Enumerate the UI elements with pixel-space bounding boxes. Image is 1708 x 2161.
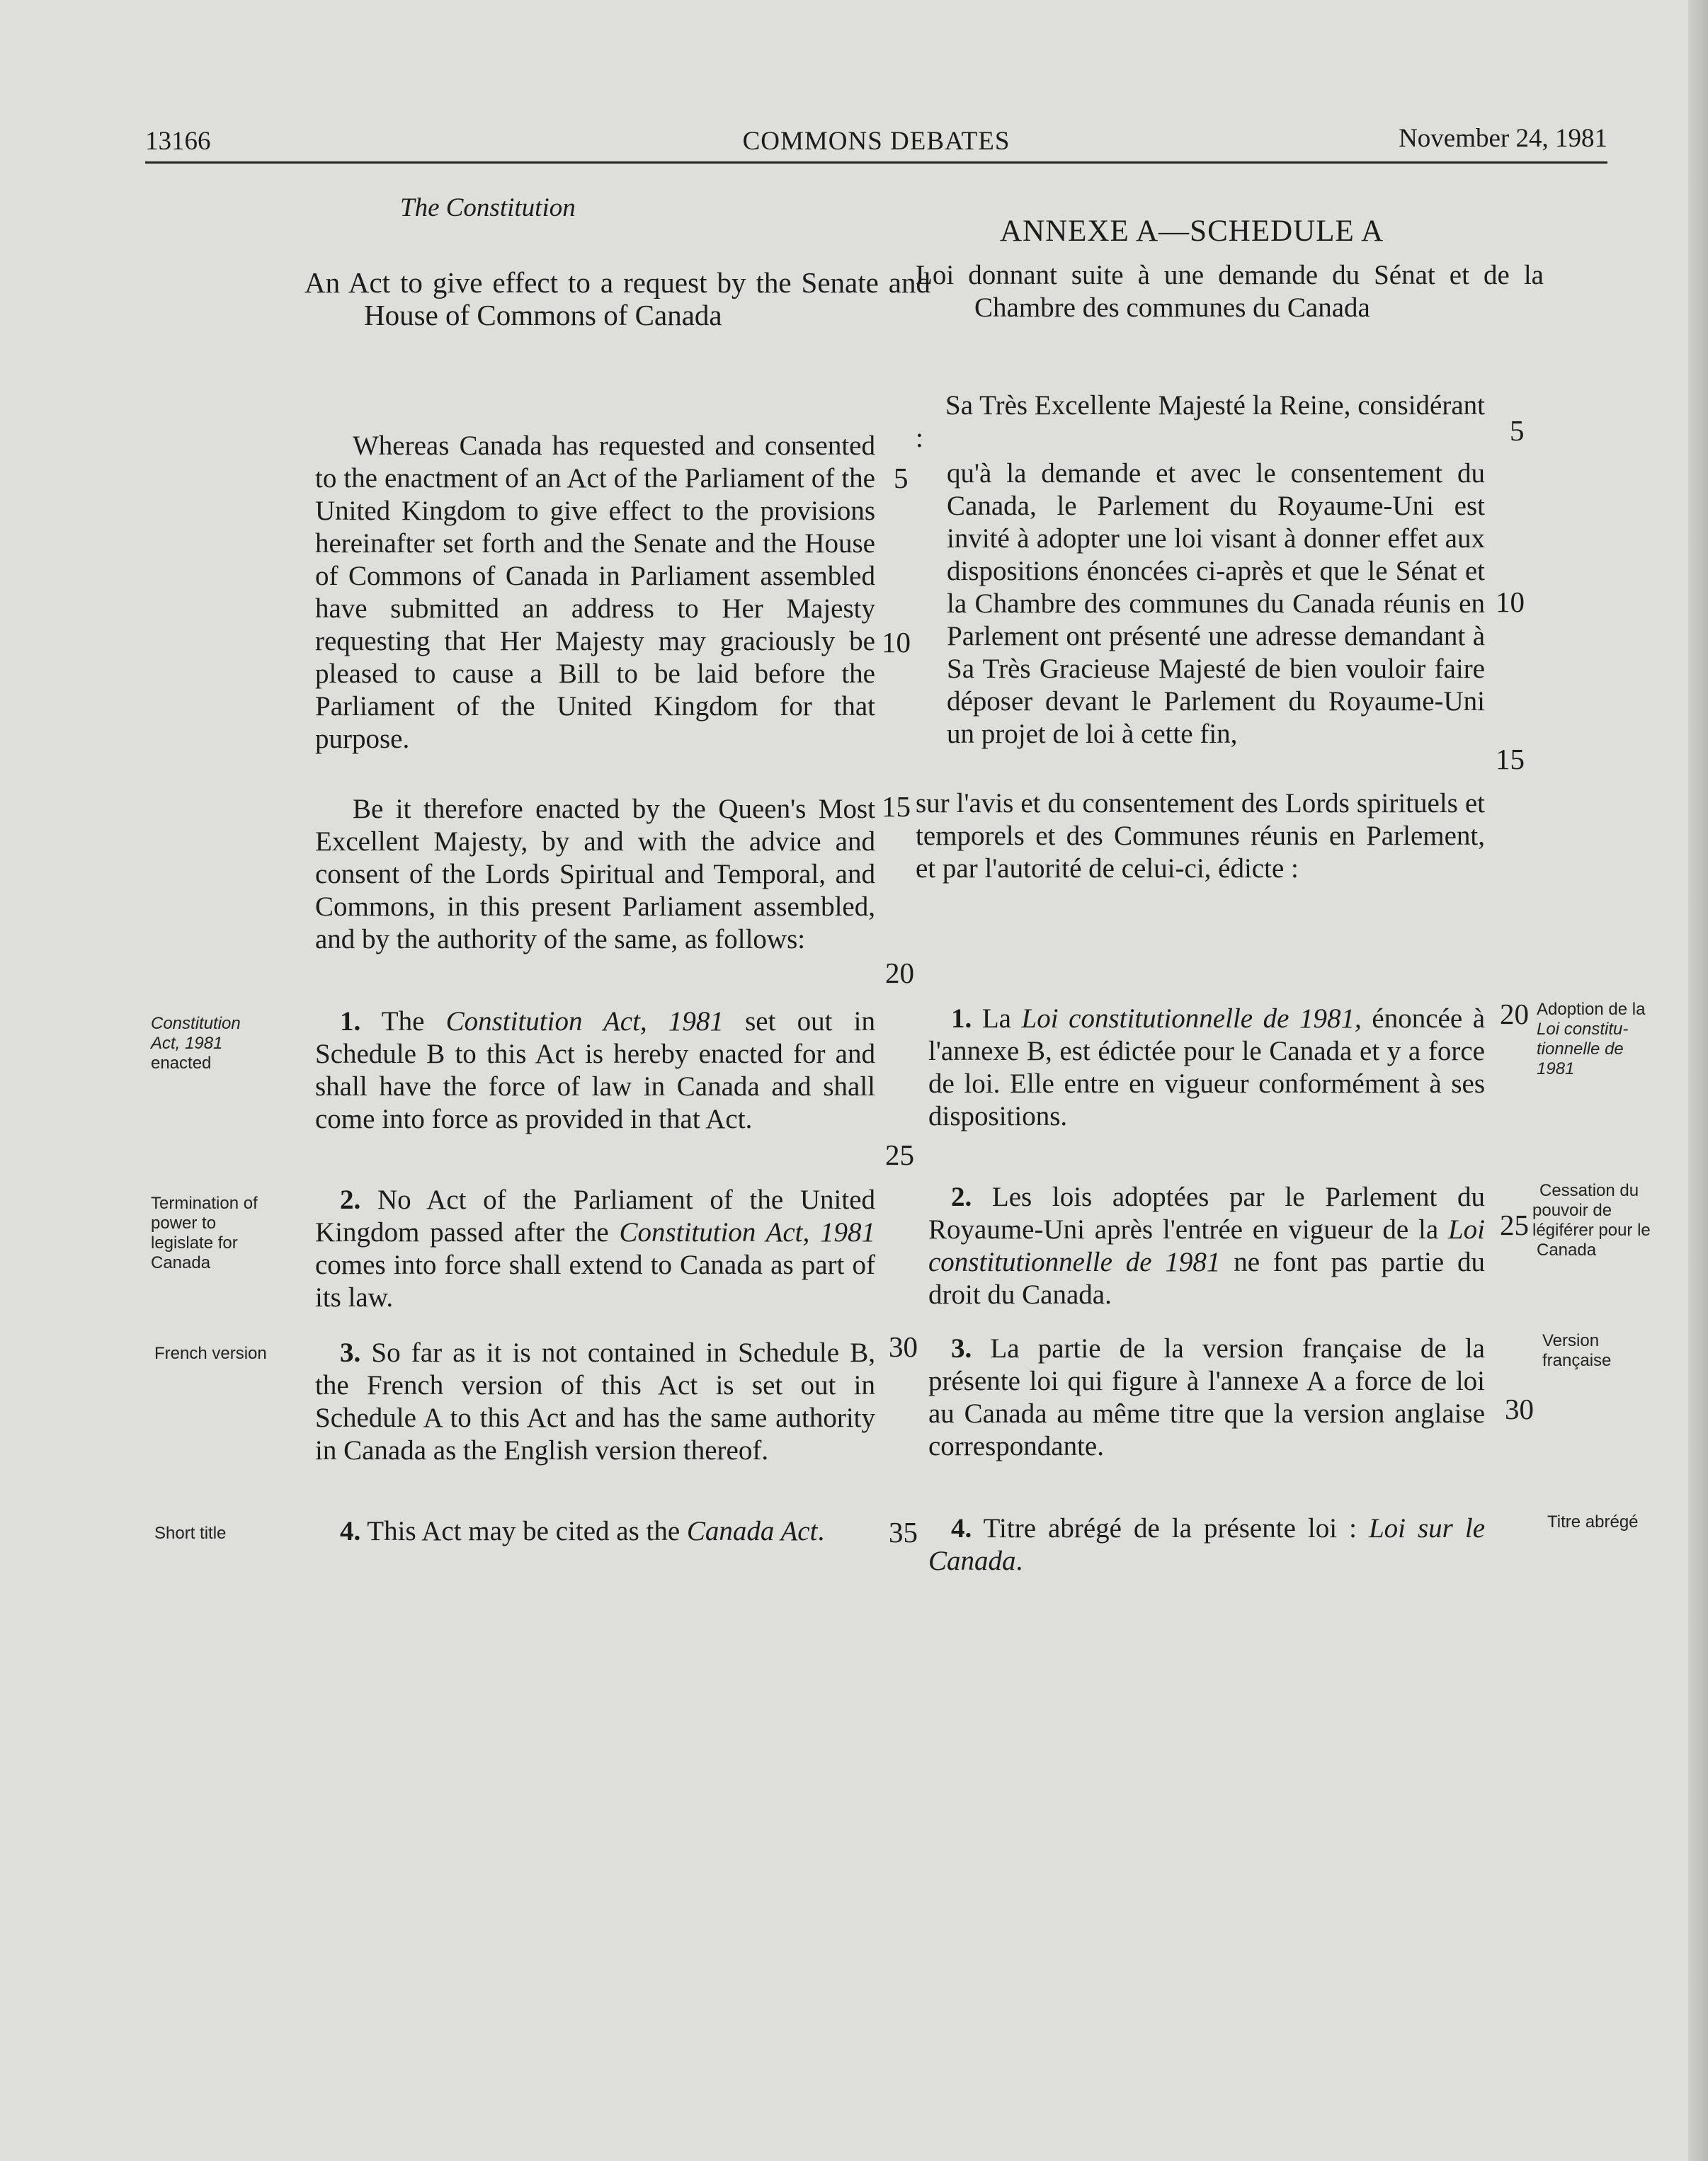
fr-line-number-20: 20 [1500, 998, 1529, 1030]
line-number-10: 10 [882, 626, 911, 658]
english-section-3 [315, 1337, 875, 1467]
english-section-1 [315, 1005, 875, 1136]
french-section-2 [928, 1181, 1485, 1311]
english-section-4 [315, 1515, 875, 1548]
section-1-act-name: Constitution Act, 1981 [445, 1006, 724, 1037]
line-number-5: 5 [894, 462, 909, 494]
fr-margin-note-section-1 [1537, 1000, 1645, 1079]
french-preamble-intro: Sa Très Excellente Majesté la Reine, considérant : [916, 390, 1485, 453]
french-enacting-clause: sur l'avis et du consentement des Lords spirituels et temporels et des Communes réunis en Parlement, et par l'autorité de celui-ci, édicte : [916, 788, 1485, 884]
english-preamble: Whereas Canada has requested and consented to the enactment of an Act of the Parliament of the United Kingdom to give effect to the provisions hereinafter set forth and the Senate and the House of Commons of Canada in Parliament assembled have submitted an address to Her Majesty requesting that Her Majesty may graciously be pleased to cause a Bill to be laid before the Parliament of the United Kingdom for that purpose. [315, 431, 875, 754]
fr-margin-note-1-line-1: Adoption de la [1537, 1000, 1646, 1019]
article-2-text-a: Les lois adoptées par le Parlement du Royaume-Uni après l'entrée en vigueur de la [928, 1182, 1485, 1245]
section-3-number: 3. [340, 1338, 361, 1368]
fr-line-number-15: 15 [1496, 743, 1525, 775]
publication-title: COMMONS DEBATES [742, 127, 1010, 156]
line-number-20: 20 [885, 957, 914, 989]
article-1-loi-name: Loi constitutionnelle de 1981, [1021, 1003, 1362, 1034]
article-2-loi-name: Loi constitutionnelle de 1981 [928, 1214, 1486, 1277]
margin-note-2-line-4: Canada [151, 1253, 211, 1272]
french-section-4 [928, 1512, 1485, 1578]
margin-note-2-line-3: legislate for [151, 1233, 238, 1253]
section-4-number: 4. [340, 1516, 361, 1546]
french-section-3 [928, 1333, 1485, 1463]
article-3-text: La partie de la version française de la présente loi qui figure à l'annexe A a force de loi au Canada au même titre que la version anglaise correspondante. [928, 1333, 1485, 1461]
fr-margin-note-section-3 [1542, 1331, 1611, 1371]
fr-line-number-10: 10 [1496, 586, 1525, 618]
article-1-text-c: énoncée à l'annexe B, est édictée pour le Canada et y a force de loi. Elle entre en vigueur conformément à ses dispositions. [928, 1003, 1486, 1131]
header-rule [145, 161, 1607, 164]
page-header [145, 126, 1607, 163]
article-4-short-title: Loi sur le Canada [928, 1513, 1486, 1576]
margin-note-section-4: Short title [154, 1524, 227, 1543]
fr-margin-note-2-line-3: légiférer pour le [1532, 1221, 1651, 1240]
section-4-text-a: This Act may be cited as the [367, 1516, 681, 1546]
line-number-25: 25 [885, 1139, 914, 1171]
french-title: Loi donnant suite à une demande du Sénat et de la Chambre des communes du Canada [916, 260, 1544, 323]
fr-margin-note-1-line-3: tionnelle de [1537, 1039, 1624, 1059]
article-4-number: 4. [951, 1513, 972, 1544]
fr-margin-note-2-line-2: pouvoir de [1532, 1201, 1612, 1220]
english-enacting-clause: Be it therefore enacted by the Queen's Most Excellent Majesty, by and with the advice and consent of the Lords Spiritual and Temporal, and Commons, in this present Parliament assembled, and by the authority of the same, as follows: [315, 794, 875, 954]
line-number-35: 35 [889, 1516, 918, 1549]
line-number-15: 15 [882, 790, 911, 823]
fr-line-number-25: 25 [1500, 1209, 1529, 1241]
section-1-number: 1. [340, 1006, 361, 1037]
article-3-number: 3. [951, 1333, 972, 1364]
margin-note-section-3: French version [154, 1344, 267, 1363]
french-preamble: qu'à la demande et avec le consentement du Canada, le Parlement du Royaume-Uni est invité à adopter une loi visant à donner effet aux dispositions énoncées ci-après et que le Sénat et la Chambre des communes du Canada réunis en Parlement ont présenté une adresse demandant à Sa Très Gracieuse Majesté de bien vouloir faire déposer devant le Parlement du Royaume-Uni un projet de loi à cette fin, [947, 458, 1485, 749]
margin-note-2-line-2: power to [151, 1214, 217, 1233]
article-2-number: 2. [951, 1182, 972, 1212]
english-section-2 [315, 1184, 875, 1314]
line-number-30: 30 [889, 1330, 918, 1363]
margin-note-1-line-2: Act, 1981 [151, 1034, 223, 1053]
section-1-text-c: set out in Schedule B to this Act is hereby enacted for and shall have the force of law in Canada and shall come into force as provided in that Act. [315, 1006, 875, 1134]
schedule-heading: ANNEXE A—SCHEDULE A [1000, 215, 1384, 248]
english-title: An Act to give effect to a request by the Senate and House of Commons of Canada [304, 266, 930, 331]
margin-note-1-line-1: Constitution [151, 1014, 241, 1033]
article-1-text-a: La [981, 1003, 1011, 1034]
section-2-text-a: No Act of the Parliament of the United Kingdom passed after the [315, 1185, 876, 1248]
section-title: The Constitution [400, 193, 576, 222]
margin-note-section-2 [151, 1194, 258, 1273]
fr-margin-note-1-line-2: Loi constitu- [1537, 1020, 1629, 1039]
publication-date: November 24, 1981 [1399, 124, 1607, 153]
page-number: 13166 [145, 127, 211, 156]
fr-margin-note-2-line-4: Canada [1537, 1241, 1597, 1260]
fr-line-number-5: 5 [1510, 414, 1525, 447]
section-2-number: 2. [340, 1185, 361, 1215]
fr-margin-note-3-line-1: Version [1542, 1331, 1600, 1350]
section-4-short-title: Canada Act [686, 1516, 818, 1546]
fr-margin-note-3-line-2: française [1542, 1351, 1612, 1370]
section-2-act-name: Constitution Act, 1981 [619, 1217, 876, 1248]
article-1-number: 1. [951, 1003, 972, 1034]
article-4-period: . [1015, 1546, 1023, 1576]
fr-line-number-30: 30 [1505, 1393, 1534, 1425]
fr-margin-note-2-line-1: Cessation du [1539, 1181, 1639, 1200]
fr-margin-note-1-line-4: 1981 [1537, 1059, 1575, 1078]
margin-note-section-1 [151, 1014, 241, 1073]
french-section-1 [928, 1003, 1485, 1133]
article-4-text-a: Titre abrégé de la présente loi : [983, 1513, 1357, 1544]
margin-note-2-line-1: Termination of [151, 1194, 258, 1213]
fr-margin-note-section-4: Titre abrégé [1547, 1512, 1639, 1532]
section-3-text: So far as it is not contained in Schedule B, the French version of this Act is set out in Schedule A to this Act and has the same authority in Canada as the English version thereof. [315, 1338, 876, 1466]
section-4-period: . [817, 1516, 825, 1546]
page-edge-shadow [1688, 0, 1708, 2161]
section-2-text-c: comes into force shall extend to Canada as part of its law. [315, 1250, 875, 1313]
fr-margin-note-section-2 [1532, 1181, 1651, 1260]
margin-note-1-line-3: enacted [151, 1054, 212, 1073]
section-1-text-a: The [381, 1006, 425, 1037]
article-2-text-c: ne font pas partie du droit du Canada. [928, 1247, 1486, 1310]
